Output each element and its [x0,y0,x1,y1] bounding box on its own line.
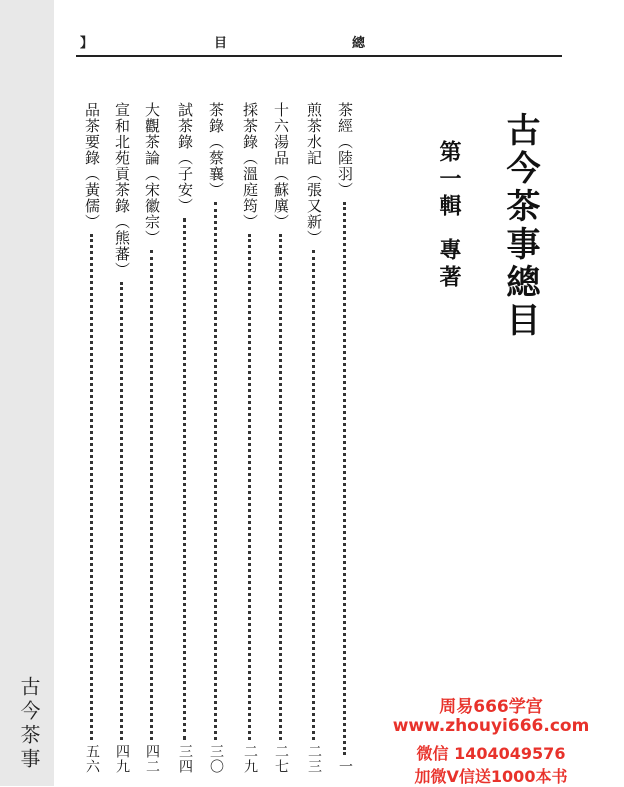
toc-entry [239,102,261,774]
toc-entry-title: 煎茶水記（張又新） [305,102,323,246]
toc-page-number: 三〇 [208,744,224,774]
toc-page-number: 三四 [177,744,193,774]
toc-entry-title: 採茶錄（溫庭筠） [241,102,259,230]
toc-leader-dots [343,202,346,755]
toc-leader-dots [90,234,93,740]
section-heading: 第一輯 [436,140,462,221]
header-rule [76,55,562,57]
toc-leader-dots [248,234,251,740]
header-left-mark: 】 [80,36,94,51]
toc-entry-title: 十六湯品（蘇廙） [272,102,290,230]
toc-entry [141,102,163,774]
toc-page-number: 四二 [144,744,160,774]
toc-entry [334,102,356,774]
header-right-mark: 總 [352,36,366,51]
book-title-vertical: 古今茶事 [17,676,41,772]
watermark-line-1: 周易666学宫 [439,697,543,717]
toc-entry [174,102,196,774]
toc-page-number: 二九 [242,744,258,774]
toc-entry [205,102,227,774]
toc-entry [81,102,103,774]
toc-entry [303,102,325,774]
watermark-line-3: 微信 1404049576 [416,744,566,763]
toc-entry-title: 茶錄（蔡襄） [207,102,225,198]
toc-entry-title: 試茶錄（子安） [176,102,194,214]
watermark-line-2: www.zhouyi666.com [392,716,590,736]
page-title: 古今茶事總目 [500,112,540,340]
toc-leader-dots [279,234,282,740]
toc-page-number: 四九 [114,744,130,774]
toc-leader-dots [120,282,123,740]
toc-entry-title: 大觀茶論（宋徽宗） [143,102,161,246]
toc-leader-dots [183,218,186,740]
toc-page-number: 一 [337,759,353,774]
toc-leader-dots [214,202,217,740]
toc-entry-title: 品茶要錄（黃儒） [83,102,101,230]
toc-entry [111,102,133,774]
section-subheading: 專著 [436,238,462,292]
sidebar [0,0,54,786]
toc-entry-title: 宣和北苑貢茶錄（熊蕃） [113,102,131,278]
toc-leader-dots [150,250,153,740]
toc-page-number: 二七 [273,744,289,774]
toc-page-number: 二三 [306,744,322,774]
toc-entry-title: 茶經（陸羽） [336,102,354,198]
document-page [54,0,624,786]
header-middle-mark: 目 [214,36,228,51]
toc-entry [270,102,292,774]
toc-page-number: 五六 [84,744,100,774]
watermark-line-4: 加微V信送1000本书 [414,767,568,786]
toc-leader-dots [312,250,315,740]
